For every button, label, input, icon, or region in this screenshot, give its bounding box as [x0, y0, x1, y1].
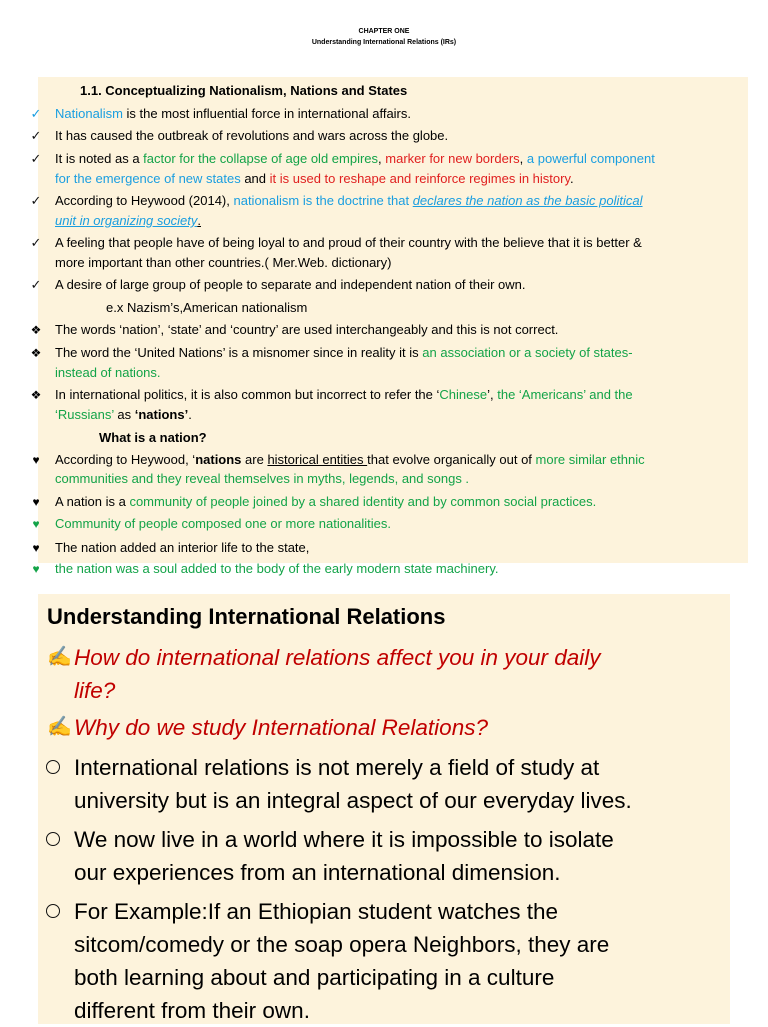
checkmark-icon: ✓ [30, 151, 42, 166]
checkmark-icon: ✓ [30, 128, 42, 143]
point-3-continuation: different from their own. [74, 998, 310, 1023]
diamond-bullet-icon: ❖ [30, 346, 42, 360]
heart-bullet-icon: ♥ [32, 562, 40, 576]
chapter-label: CHAPTER ONE [358, 28, 410, 35]
question-1: How do international relations affect you in your daily [74, 645, 601, 670]
checkmark-icon: ✓ [30, 277, 42, 292]
heart-bullet-icon: ♥ [32, 517, 40, 531]
point-2-continuation: our experiences from an international dimension. [74, 860, 561, 885]
circle-bullet-icon [46, 760, 60, 774]
point-3: For Example:If an Ethiopian student watches the [74, 899, 559, 924]
checkmark-icon: ✓ [30, 106, 42, 121]
writing-hand-icon: ✍ [47, 716, 72, 738]
document-header [0, 26, 768, 48]
question-1-continuation: life? [74, 678, 116, 703]
chapter-subtitle: Understanding International Relations (IRs) [311, 39, 457, 46]
diamond-bullet-icon: ❖ [30, 388, 42, 402]
heart-bullet-icon: ♥ [32, 453, 40, 467]
point-1-continuation: university but is an integral aspect of our everyday lives. [74, 788, 632, 813]
checkmark-icon: ✓ [30, 193, 42, 208]
point-3-continuation: sitcom/comedy or the soap opera Neighbors, they are [74, 932, 610, 957]
point-3-continuation: both learning about and participating in a culture [74, 965, 555, 990]
circle-bullet-icon [46, 832, 60, 846]
circle-bullet-icon [46, 904, 60, 918]
writing-hand-icon: ✍ [47, 646, 72, 668]
point-1: International relations is not merely a field of study at [74, 755, 600, 780]
diamond-bullet-icon: ❖ [30, 323, 42, 337]
heart-bullet-icon: ♥ [32, 495, 40, 509]
subheading-what-is-nation: What is a nation? [99, 430, 207, 445]
slide2-title: Understanding International Relations [47, 604, 446, 629]
section-title: 1.1. Conceptualizing Nationalism, Nations and States [80, 83, 408, 98]
checkmark-icon: ✓ [30, 235, 42, 250]
point-2: We now live in a world where it is impossible to isolate [74, 827, 614, 852]
heart-bullet-icon: ♥ [32, 541, 40, 555]
question-2: Why do we study International Relations? [74, 715, 488, 740]
